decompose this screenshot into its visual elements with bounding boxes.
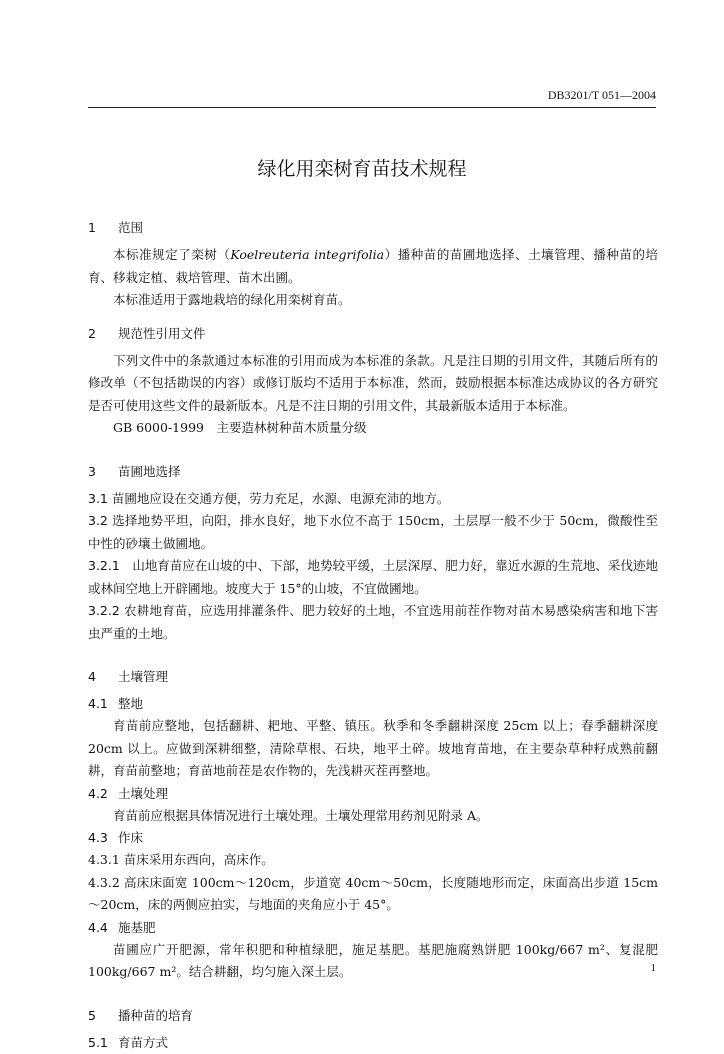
- section-title: 土壤管理: [117, 669, 168, 684]
- clause-4-3-2: [88, 872, 658, 917]
- subsection-number: 4.4: [88, 919, 108, 935]
- subsection-title: 作床: [117, 830, 143, 845]
- clause-text: 高床床面宽 100cm～120cm，步道宽 40cm～50cm，长度随地形而定，床面高出步道 15cm～20cm，床的两侧应拍实，与地面的夹角应小于 45°。: [88, 874, 658, 912]
- subsection-4-2-heading: [88, 783, 658, 805]
- clause-4-3-1: [88, 849, 658, 872]
- subsection-number: 4.1: [88, 696, 108, 711]
- section-2-paragraph: 下列文件中的条款通过本标准的引用而成为本标准的条款。凡是注日期的引用文件，其随后所有的修改单（不包括勘误的内容）或修订版均不适用于本标准，然而，鼓励根据本标准达成协议的各方研究是否可使用这些文件的最新版本。凡是不注日期的引用文件，其最新版本适用于本标准。: [88, 352, 658, 413]
- clause-number: 3.2.1: [88, 558, 120, 573]
- subsection-5-1-heading: [88, 1032, 658, 1054]
- section-title: 规范性引用文件: [117, 325, 206, 341]
- clause-number: 3.2: [88, 513, 108, 528]
- subsection-4-4-paragraph: 苗圃应广开肥源，常年积肥和种植绿肥，施足基肥。基肥施腐熟饼肥 100kg/667 m²、复混肥 100kg/667 m²。结合耕翻，均匀施入深土层。: [88, 941, 658, 979]
- clause-number: 4.3.1: [88, 852, 120, 867]
- clause-number: 4.3.2: [88, 874, 120, 890]
- section-number: 1: [88, 220, 96, 235]
- section-number: 3: [88, 463, 96, 479]
- section-title: 苗圃地选择: [117, 463, 181, 479]
- clause-text: 山地育苗应在山坡的中、下部，地势较平缓，土层深厚、肥力好，靠近水源的生荒地、采伐迹地或林间空地上开辟圃地。坡度大于 15°的山坡，不宜做圃地。: [88, 558, 658, 596]
- page-title: 绿化用栾树育苗技术规程: [257, 158, 467, 180]
- section-1-heading: [88, 218, 658, 238]
- section-5-heading: [88, 1006, 658, 1026]
- section-number: 5: [88, 1007, 96, 1023]
- document-body: [88, 218, 658, 1054]
- clause-3-2-1: [88, 555, 658, 600]
- clause-3-2: [88, 510, 658, 555]
- text-run: ）播种苗的苗圃地选择、土壤管理、播种苗的培育、移栽定植、栽培管理、苗木出圃。: [88, 247, 658, 285]
- subsection-title: 土壤处理: [117, 785, 168, 801]
- clause-number: 3.1: [88, 490, 108, 506]
- subsection-number: 5.1: [88, 1034, 108, 1050]
- section-number: 2: [88, 325, 96, 341]
- subsection-number: 4.3: [88, 830, 108, 845]
- subsection-title: 育苗方式: [117, 1034, 168, 1050]
- section-title: 播种苗的培育: [117, 1007, 193, 1023]
- standard-code: DB3201/T 051—2004: [547, 88, 656, 102]
- section-4-heading: [88, 667, 658, 687]
- clause-3-1: [88, 488, 658, 511]
- subsection-4-4-heading: [88, 917, 658, 939]
- clause-3-2-2: [88, 600, 658, 645]
- clause-number: 3.2.2: [88, 603, 120, 618]
- subsection-4-2-paragraph: 育苗前应根据具体情况进行土壤处理。土壤处理常用药剂见附录 A。: [113, 807, 489, 823]
- page-number: 1: [650, 962, 656, 974]
- section-1-paragraph-2: 本标准适用于露地栽培的绿化用栾树育苗。: [113, 292, 351, 307]
- clause-text: 苗床采用东西向，高床作。: [123, 852, 274, 867]
- subsection-number: 4.2: [88, 785, 108, 801]
- subsection-4-1-heading: [88, 693, 658, 715]
- section-title: 范围: [117, 220, 143, 235]
- subsection-4-1-paragraph: 育苗前应整地，包括翻耕、耙地、平整、镇压。秋季和冬季翻耕深度 25cm 以上；春季翻耕深度 20cm 以上。应做到深耕细整，清除草根、石块，地平土碎。坡地育苗地，在主要杂草种籽成熟前翻耕，育苗前整地；育苗地前茬是农作物的，先浅耕灭茬再整地。: [88, 718, 658, 778]
- latin-name: Koelreuteria integrifolia: [230, 247, 385, 262]
- clause-text: 苗圃地应设在交通方便，劳力充足，水源、电源充沛的地方。: [111, 490, 450, 506]
- subsection-4-3-heading: [88, 827, 658, 849]
- text-run: 本标准规定了栾树（: [113, 247, 231, 262]
- section-3-heading: [88, 462, 658, 482]
- clause-text: 农耕地育苗，应选用排灌条件、肥力较好的土地，不宜选用前茬作物对苗木易感染病害和地下害虫严重的土地。: [88, 603, 658, 641]
- normative-reference: GB 6000-1999 主要造林树种苗木质量分级: [113, 420, 367, 435]
- subsection-title: 整地: [117, 696, 143, 711]
- clause-text: 选择地势平坦，向阳，排水良好，地下水位不高于 150cm，土层厚一般不少于 50cm，微酸性至中性的砂壤土做圃地。: [88, 513, 658, 551]
- section-number: 4: [88, 669, 96, 684]
- section-1-paragraph-1: [88, 244, 658, 289]
- subsection-title: 施基肥: [117, 919, 156, 935]
- section-2-heading: [88, 324, 658, 344]
- header-rule: [88, 107, 656, 108]
